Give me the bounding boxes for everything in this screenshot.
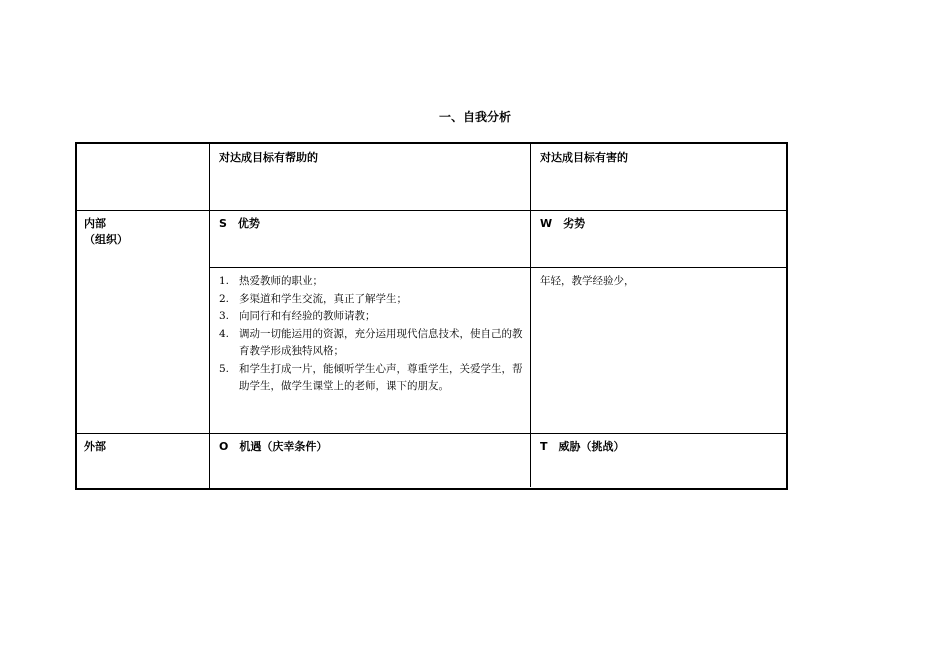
swot-table xyxy=(75,142,788,490)
list-item: 3. 向同行和有经验的教师请教； xyxy=(219,310,376,322)
col-divider-1 xyxy=(209,142,210,490)
table-border-bottom xyxy=(75,488,788,490)
table-border-right xyxy=(786,142,788,490)
opportunity-title: O 机遇（庆幸条件） xyxy=(219,440,328,453)
col-divider-2 xyxy=(530,142,531,487)
row-divider-1 xyxy=(75,210,788,211)
strength-title: S 优势 xyxy=(219,217,260,230)
strengths-cell xyxy=(219,273,524,396)
header-helpful: 对达成目标有帮助的 xyxy=(219,151,318,164)
internal-label xyxy=(84,216,128,248)
weakness-title: W 劣势 xyxy=(540,217,586,230)
page-title: 一、自我分析 xyxy=(438,110,511,124)
internal-label-line1: 内部 xyxy=(84,217,106,230)
weaknesses-cell: 年轻，教学经验少， xyxy=(540,275,635,287)
list-item: 2. 多渠道和学生交流，真正了解学生； xyxy=(219,292,407,305)
external-label: 外部 xyxy=(84,440,106,453)
table-border-left xyxy=(75,142,77,490)
row-divider-3 xyxy=(75,433,788,434)
list-item: 1. 热爱教师的职业； xyxy=(219,275,323,287)
row-divider-2 xyxy=(209,267,788,268)
internal-label-line2: （组织） xyxy=(84,233,128,246)
strengths-list xyxy=(219,273,524,396)
list-item: 5. 和学生打成一片，能倾听学生心声，尊重学生，关爱学生，帮助学生，做学生课堂上的老师，课下的朋友。 xyxy=(219,362,523,392)
list-item: 4. 调动一切能运用的资源，充分运用现代信息技术，使自己的教育教学形成独特风格； xyxy=(219,327,523,357)
header-harmful: 对达成目标有害的 xyxy=(540,151,628,164)
threat-title: T 威胁（挑战） xyxy=(540,440,625,453)
table-border-top xyxy=(75,142,788,144)
